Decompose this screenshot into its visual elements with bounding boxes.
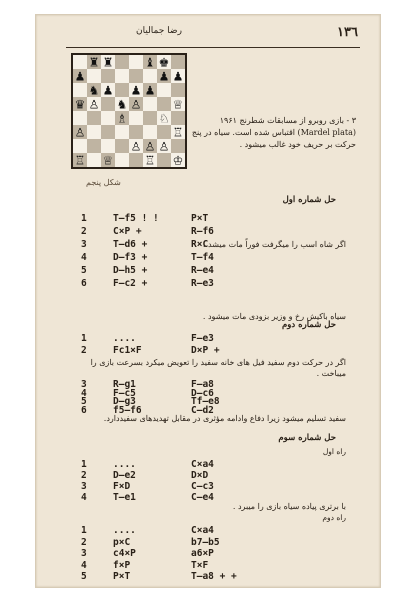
white-move: C×P +	[113, 226, 142, 237]
sol3-title: حل شماره سوم	[278, 433, 336, 443]
move-number: 1	[81, 333, 87, 344]
board-square	[129, 153, 143, 167]
move-number: 3	[81, 481, 87, 492]
chess-piece: ♕	[102, 153, 114, 167]
board-square	[87, 139, 101, 153]
white-move: R—g1	[113, 379, 136, 390]
board-square	[129, 69, 143, 83]
black-move: Tf—e8	[191, 396, 220, 407]
sol2-title: حل شماره دوم	[282, 320, 336, 330]
move-number: 2	[81, 470, 87, 481]
move-number: 5	[81, 265, 87, 276]
board-square	[143, 125, 157, 139]
move-number: 4	[81, 492, 87, 503]
board-square	[143, 97, 157, 111]
chess-piece: ♟	[102, 83, 114, 98]
move-number: 2	[81, 536, 87, 548]
board-square	[101, 97, 115, 111]
board-square	[87, 111, 101, 125]
white-move: T—e1	[113, 492, 136, 503]
move-number: 1	[81, 213, 87, 224]
white-move: P×T	[113, 571, 131, 582]
chess-piece: ♟	[130, 83, 142, 98]
sol3-way1-label: راه اول	[322, 447, 346, 456]
white-move: F—c2 +	[113, 278, 148, 289]
black-move: C—d2	[191, 404, 214, 416]
black-move: T—a8 + +	[191, 571, 237, 582]
white-move: F—c5	[113, 387, 136, 399]
page-number: ١٣٦	[337, 25, 358, 40]
white-move: D—h5 +	[113, 265, 148, 276]
board-square	[129, 55, 143, 69]
black-move: T—f4	[191, 252, 214, 263]
board-square	[129, 125, 143, 139]
sol1-note-a: اگر شاه اسب را میگرفت فوراً مات میشد .	[202, 240, 346, 249]
chess-piece: ♞	[88, 83, 100, 98]
board-square	[73, 83, 87, 97]
chess-piece: ♜	[88, 55, 100, 70]
move-number: 1	[81, 459, 87, 470]
chess-piece: ♙	[158, 139, 170, 154]
white-move: ....	[113, 333, 136, 344]
chess-piece: ♙	[130, 97, 142, 112]
board-square	[143, 69, 157, 83]
black-move: R—f6	[191, 226, 214, 237]
black-move: b7—b5	[191, 536, 220, 548]
move-number: 4	[81, 252, 87, 263]
board-square	[73, 139, 87, 153]
black-move: T×F	[191, 559, 209, 571]
board-square	[73, 55, 87, 69]
board-square	[101, 139, 115, 153]
board-square	[171, 55, 185, 69]
move-number: 6	[81, 404, 87, 416]
board-square	[171, 83, 185, 97]
chess-piece: ♖	[144, 153, 156, 167]
chess-piece: ♖	[74, 153, 86, 167]
board-square	[115, 69, 129, 83]
chess-piece: ♙	[130, 139, 142, 154]
board-square	[171, 139, 185, 153]
board-square	[157, 153, 171, 167]
chess-piece: ♕	[172, 97, 184, 112]
white-move: T—f5 ! !	[113, 213, 159, 224]
chess-piece: ♘	[158, 111, 170, 126]
move-number: 6	[81, 278, 87, 289]
board-square	[101, 111, 115, 125]
chess-piece: ♟	[144, 83, 156, 98]
chess-piece: ♝	[144, 55, 156, 70]
board-square	[101, 125, 115, 139]
running-head-author: رضا جمالیان	[136, 26, 182, 36]
black-move: C—c3	[191, 481, 214, 492]
white-move: D—f3 +	[113, 252, 148, 263]
board-square	[129, 111, 143, 125]
sol1-title: حل شماره اول	[282, 195, 336, 205]
sol3-note: با برتری پیاده سیاه بازی را میبرد .	[232, 502, 346, 511]
board-square	[115, 55, 129, 69]
diagram-caption: شکل پنجم	[86, 178, 121, 187]
white-move: f×P	[113, 559, 131, 571]
black-move: C—e4	[191, 492, 214, 503]
black-move: D×P +	[191, 345, 220, 356]
board-square	[171, 111, 185, 125]
black-move: D—c6	[191, 387, 214, 399]
black-move: C×a4	[191, 525, 214, 536]
header-rule	[66, 47, 360, 48]
white-move: T—d6 +	[113, 239, 148, 250]
chess-piece: ♟	[158, 69, 170, 84]
move-number: 4	[81, 559, 87, 571]
board-square	[157, 97, 171, 111]
board-square	[157, 83, 171, 97]
page-header	[36, 15, 380, 45]
chess-piece: ♟	[74, 69, 86, 84]
board-square	[87, 153, 101, 167]
white-move: Fc1×F	[113, 345, 142, 356]
board-square	[143, 111, 157, 125]
move-number: 5	[81, 571, 87, 582]
black-move: R—e3	[191, 278, 214, 289]
board-square	[87, 69, 101, 83]
sol2-note-final: سفید تسلیم میشود زیرا دفاع وادامه مؤثری در مقابل تهدیدهای سفیددارد.	[103, 414, 346, 423]
white-move: f5—f6	[113, 404, 142, 416]
move-number: 2	[81, 226, 87, 237]
white-move: D—e2	[113, 470, 136, 481]
move-number: 3	[81, 379, 87, 390]
black-move: a6×P	[191, 548, 214, 559]
black-move: D×D	[191, 470, 209, 481]
board-square	[87, 125, 101, 139]
white-move: D—g3	[113, 396, 136, 407]
sol1-note-b: سیاه باکیش رخ و وزیر بزودی مات میشود .	[202, 312, 346, 321]
board-square	[73, 111, 87, 125]
white-move: ....	[113, 525, 136, 536]
move-number: 3	[81, 239, 87, 250]
chess-piece: ♗	[116, 111, 128, 126]
black-move: C×a4	[191, 459, 214, 470]
move-number: 1	[81, 525, 87, 536]
board-square	[115, 153, 129, 167]
chess-piece: ♙	[74, 125, 86, 140]
board-square	[115, 139, 129, 153]
black-move: P×T	[191, 213, 209, 224]
chess-piece: ♛	[74, 97, 86, 112]
move-number: 2	[81, 345, 87, 356]
chess-piece: ♞	[116, 97, 128, 112]
black-move: F—e3	[191, 333, 214, 344]
intro-paragraph: ۳ - بازی روبرو از مسابقات شطرنج ۱۹۶۱ (Mardel plata) اقتباس شده است. سیاه در پنج حرکت بر حریف خود غالب میشود .	[191, 116, 356, 149]
move-number: 3	[81, 548, 87, 559]
chess-piece: ♙	[144, 139, 156, 154]
chess-piece: ♚	[158, 55, 170, 70]
board-square	[115, 125, 129, 139]
board-square	[101, 69, 115, 83]
book-page	[35, 14, 381, 588]
board-square	[157, 125, 171, 139]
chess-piece: ♖	[172, 125, 184, 140]
chess-piece: ♙	[88, 97, 100, 112]
sol3-way2-label: راه دوم	[322, 513, 346, 522]
white-move: c4×P	[113, 548, 136, 559]
black-move: R—e4	[191, 265, 214, 276]
white-move: p×C	[113, 536, 131, 548]
chess-diagram	[71, 53, 187, 169]
move-number: 4	[81, 387, 87, 399]
chess-piece: ♔	[172, 153, 184, 167]
white-move: F×D	[113, 481, 131, 492]
white-move: ....	[113, 459, 136, 470]
board-square	[115, 83, 129, 97]
sol2-note: اگر در حرکت دوم سفید فیل های خانه سفید را تعویض میکرد بسرعت بازی را میباخت .	[90, 358, 346, 378]
black-move: R×C	[191, 239, 209, 250]
chess-piece: ♜	[102, 55, 114, 70]
black-move: F—a8	[191, 379, 214, 390]
chessboard	[73, 55, 185, 167]
move-number: 5	[81, 396, 87, 407]
chess-piece: ♟	[172, 69, 184, 84]
